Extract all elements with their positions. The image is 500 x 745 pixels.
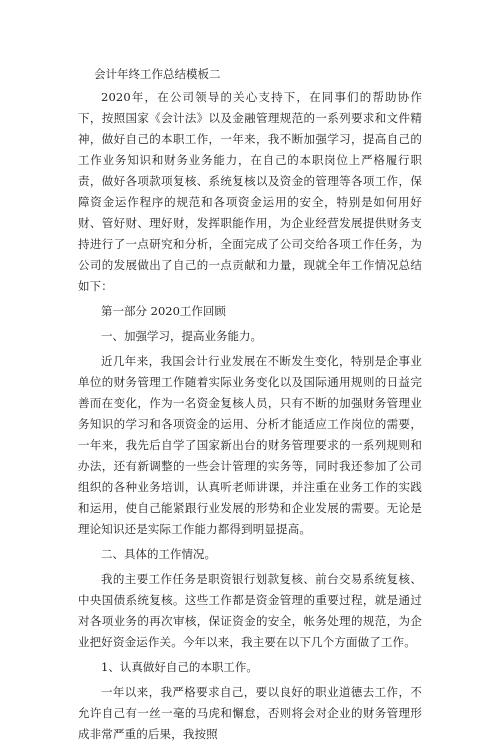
document-title: 会计年终工作总结模板二	[94, 67, 221, 81]
intro-paragraph: 2020年，在公司领导的关心支持下，在同事们的帮助协作下，按照国家《会计法》以及金融管理规范的一系列要求和文件精神，做好自己的本职工作，一年来，我不断加强学习，提高自己的工作业务知识和财务业务能力，在自己的本职岗位上严格履行职责，做好各项款项复核、系统复核以及资金的管理等各项工作，保障资金运作程序的规范和各项资金运用的安全，特别是如何用好财、管好财、理好财，发挥职能作用，为企业经营发展提供财务支持进行了一点研究和分析，全面完成了公司交给各项工作任务，为公司的发展做出了自己的一点贡献和力量，现就全年工作情况总结如下：	[78, 90, 422, 293]
section-heading-part-one: 第一部分 2020工作回顾	[101, 304, 226, 318]
duty-paragraph: 一年以来，我严格要求自己，要以良好的职业道德去工作，不允许自己有一丝一毫的马虎和懈怠，否则将会对企业的财务管理形成非常严重的后果，我按照	[78, 685, 422, 741]
subheading-duty: 1、认真做好自己的本职工作。	[101, 660, 258, 674]
subheading-study: 一、加强学习，提高业务能力。	[101, 329, 262, 343]
study-paragraph: 近几年来，我国会计行业发展在不断发生变化，特别是企事业单位的财务管理工作随着实际业务变化以及国际通用规则的日益完善而在变化，作为一名资金复核人员，只有不断的加强财务管理业务知识的学习和各项资金的运用、分析才能适应工作岗位的需要，一年来，我先后自学了国家新出台的财务管理要求的一系列规则和办法，还有新调整的一些会计管理的实务等，同时我还参加了公司组织的各种业务培训，认真听老师讲课，并注重在业务工作的实践和运用，使自己能紧跟行业发展的形势和企业发展的需要。无论是理论知识还是实际工作能力都得到明显提高。	[78, 354, 422, 536]
work-details-paragraph: 我的主要工作任务是职资银行划款复核、前台交易系统复核、中央国债系统复核。这些工作都是资金管理的重要过程，就是通过对各项业务的再次审核，保证资金的安全，帐务处理的规范，为企业把好资金运作关。今年以来，我主要在以下几个方面做了工作。	[78, 572, 422, 649]
subheading-work-details: 二、具体的工作情况。	[101, 547, 216, 561]
